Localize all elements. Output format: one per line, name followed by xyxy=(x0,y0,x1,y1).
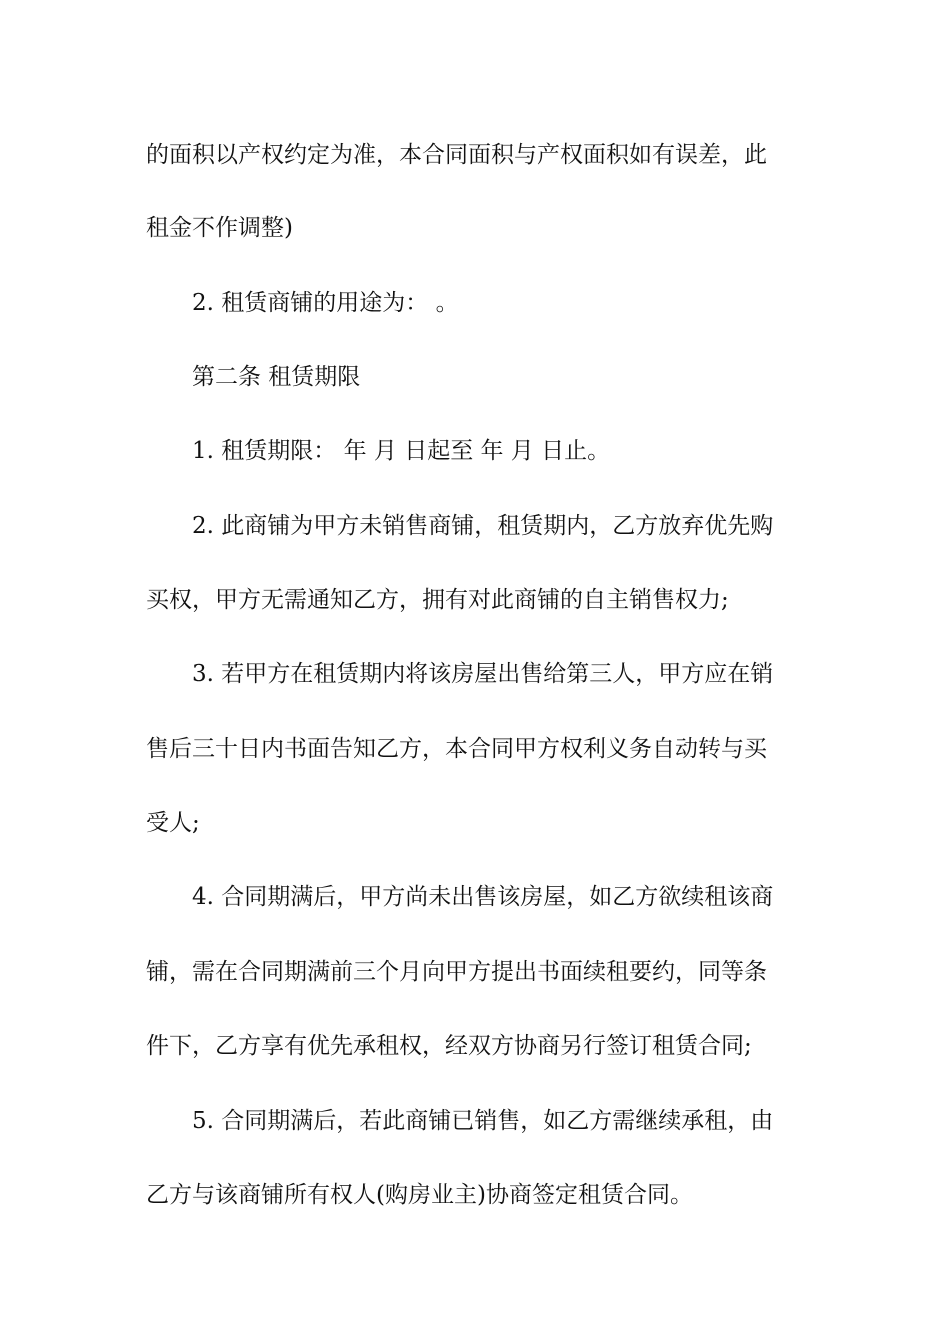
paragraph-line: 的面积以产权约定为准，本合同面积与产权面积如有误差，此 xyxy=(146,142,767,168)
paragraph-line: 铺，需在合同期满前三个月向甲方提出书面续租要约，同等条 xyxy=(146,959,767,985)
paragraph-line: 租金不作调整) xyxy=(146,215,293,241)
paragraph-line: 售后三十日内书面告知乙方，本合同甲方权利义务自动转与买 xyxy=(146,736,767,762)
section-heading: 第二条 租赁期限 xyxy=(192,364,361,390)
paragraph-line: 件下，乙方享有优先承租权，经双方协商另行签订租赁合同; xyxy=(146,1033,752,1059)
paragraph-line: 5. 合同期满后，若此商铺已销售，如乙方需继续承租，由 xyxy=(192,1108,774,1134)
paragraph-line: 1. 租赁期限： 年 月 日起至 年 月 日止。 xyxy=(192,438,611,464)
paragraph-line: 2. 此商铺为甲方未销售商铺，租赁期内，乙方放弃优先购 xyxy=(192,513,774,539)
paragraph-line: 乙方与该商铺所有权人(购房业主)协商签定租赁合同。 xyxy=(146,1182,693,1208)
paragraph-line: 4. 合同期满后，甲方尚未出售该房屋，如乙方欲续租该商 xyxy=(192,884,774,910)
paragraph-line: 买权，甲方无需通知乙方，拥有对此商铺的自主销售权力; xyxy=(146,587,729,613)
paragraph-line: 2. 租赁商铺的用途为： 。 xyxy=(192,290,459,316)
paragraph-line: 3. 若甲方在租赁期内将该房屋出售给第三人，甲方应在销 xyxy=(192,661,774,687)
paragraph-line: 受人; xyxy=(146,810,200,836)
